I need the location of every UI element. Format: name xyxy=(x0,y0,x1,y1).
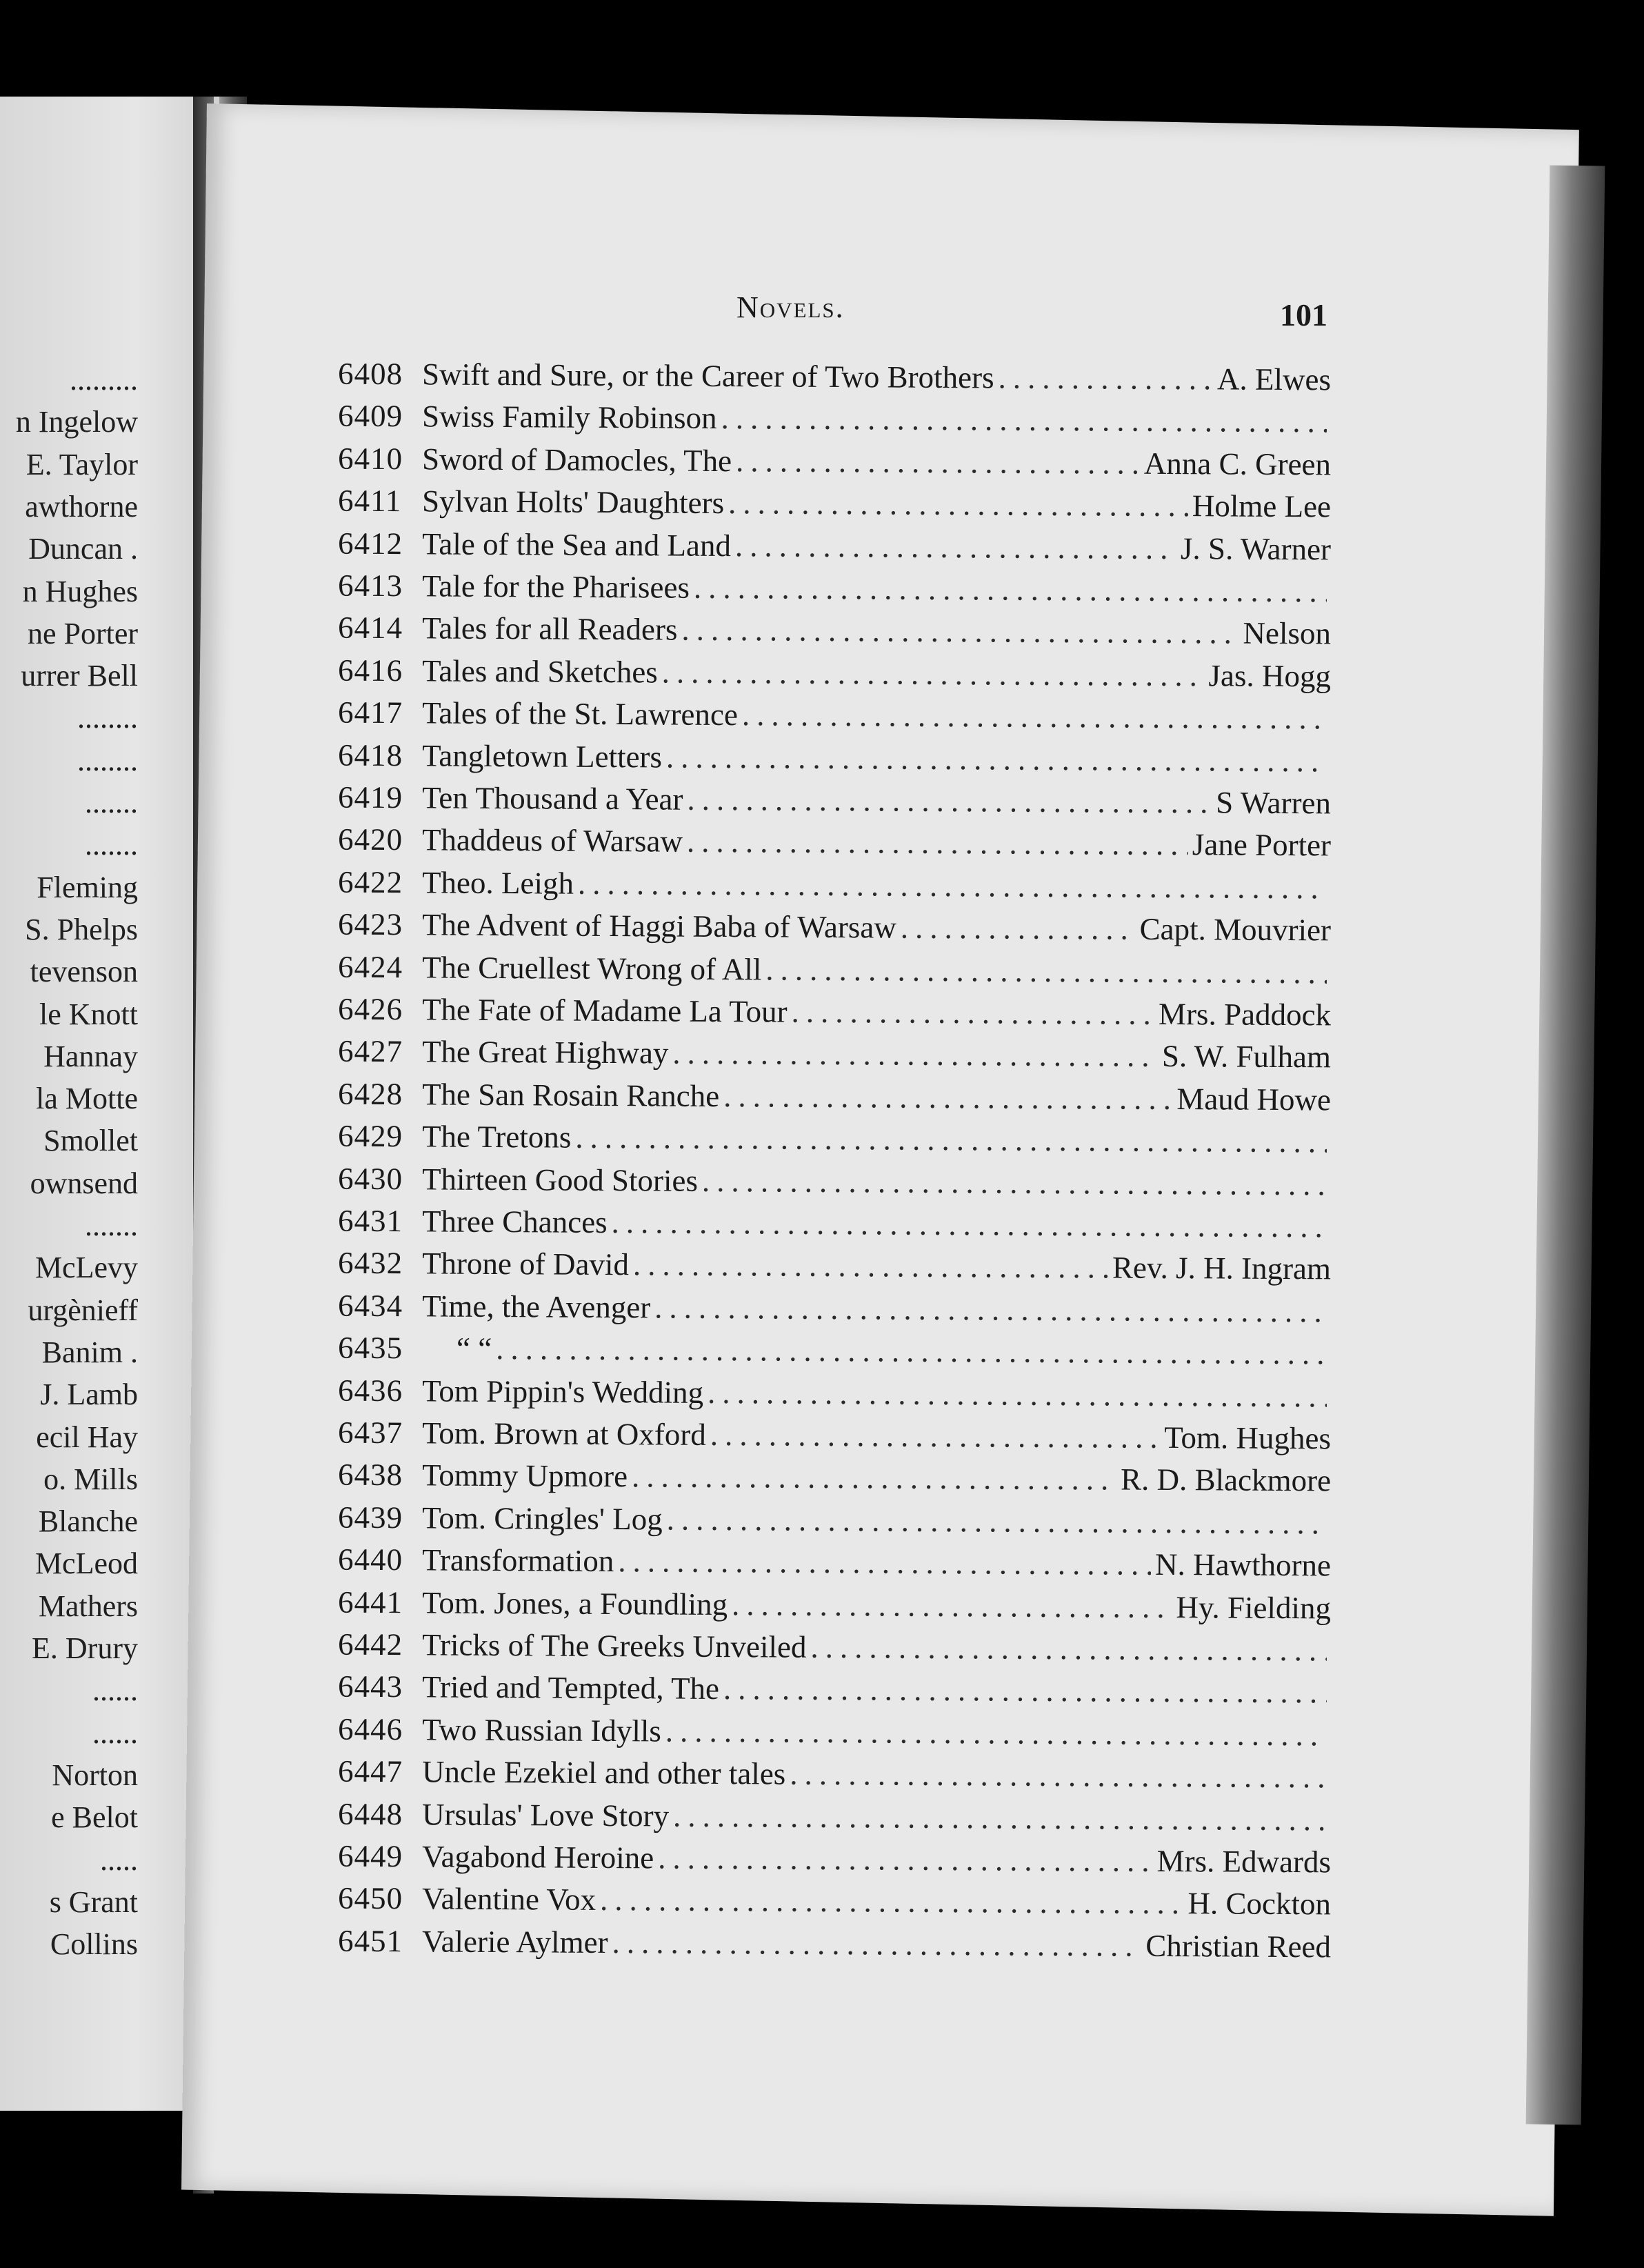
leader-dots xyxy=(998,359,1213,397)
entry-number: 6420 xyxy=(337,822,403,857)
entry-number: 6413 xyxy=(337,568,403,604)
leader-dots xyxy=(742,697,1327,736)
entry-title: Valentine Vox xyxy=(421,1881,597,1918)
catalog-entry xyxy=(338,1584,1331,1630)
entry-author: Mrs. Paddock xyxy=(1158,996,1332,1033)
entry-number: 6426 xyxy=(337,991,403,1027)
catalog-entry xyxy=(338,864,1331,910)
entry-title: The Cruellest Wrong of All xyxy=(421,949,762,986)
leader-dots xyxy=(728,485,1188,524)
leader-dots xyxy=(673,1798,1327,1838)
leader-dots xyxy=(723,1671,1327,1710)
left-page-line: Hannay xyxy=(43,1039,138,1073)
left-page-line: o. Mills xyxy=(43,1462,138,1496)
entry-number: 6428 xyxy=(337,1076,403,1111)
catalog-entry xyxy=(338,906,1331,953)
entry-number: 6449 xyxy=(337,1838,403,1874)
leader-dots xyxy=(708,1374,1327,1413)
leader-dots xyxy=(710,1417,1161,1455)
catalog-entry xyxy=(338,610,1331,656)
catalog-entry xyxy=(338,568,1331,614)
entry-title: The Fate of Madame La Tour xyxy=(421,992,788,1029)
entry-title: Tom. Cringles' Log xyxy=(421,1500,663,1537)
leader-dots xyxy=(790,1756,1327,1796)
page-title: Novels. xyxy=(736,290,845,324)
entry-author: S Warren xyxy=(1216,785,1332,821)
left-page-line: ........ xyxy=(77,743,138,777)
entry-author: J. S. Warner xyxy=(1180,530,1332,566)
catalog-entry xyxy=(338,1033,1331,1080)
entry-title: Ten Thousand a Year xyxy=(421,780,683,817)
entry-number: 6417 xyxy=(337,695,403,730)
left-page-line: ownsend xyxy=(30,1166,138,1200)
leader-dots xyxy=(694,570,1327,610)
catalog-entry xyxy=(338,1160,1331,1206)
catalog-entry xyxy=(338,1457,1331,1503)
entry-title: Tom Pippin's Wedding xyxy=(421,1373,704,1410)
entry-title: Ursulas' Love Story xyxy=(421,1796,670,1833)
leader-dots xyxy=(681,612,1239,651)
entry-title: Uncle Ezekiel and other tales xyxy=(421,1754,786,1791)
leader-dots xyxy=(723,1078,1172,1117)
left-page-line: ....... xyxy=(85,1208,138,1242)
entry-title: Two Russian Idylls xyxy=(421,1712,662,1749)
entry-number: 6442 xyxy=(337,1627,403,1662)
entry-title: Tom. Brown at Oxford xyxy=(421,1415,706,1452)
left-page-line: n Ingelow xyxy=(15,405,138,439)
catalog-entry xyxy=(338,1118,1331,1164)
entry-author: A. Elwes xyxy=(1216,361,1332,397)
left-page-line: ...... xyxy=(92,1715,138,1750)
left-page-line: urrer Bell xyxy=(21,659,138,693)
entry-title: Swiss Family Robinson xyxy=(421,399,717,436)
entry-title: The Great Highway xyxy=(421,1034,669,1071)
entry-title: Tried and Tempted, The xyxy=(421,1669,720,1707)
leader-dots xyxy=(687,782,1212,821)
left-page-line: Fleming xyxy=(37,870,138,904)
catalog-entry xyxy=(338,822,1331,868)
entry-number: 6438 xyxy=(337,1457,403,1493)
entry-title: The Tretons xyxy=(421,1119,572,1155)
entry-title: “ “ xyxy=(456,1331,492,1366)
catalog-entry xyxy=(338,1203,1331,1249)
catalog-entry xyxy=(338,1796,1331,1842)
entry-author: Holme Lee xyxy=(1192,488,1332,524)
entry-number: 6447 xyxy=(337,1753,403,1789)
entry-number: 6409 xyxy=(337,398,403,434)
left-page-line: n Hughes xyxy=(22,574,138,608)
left-page-line: McLevy xyxy=(34,1251,138,1285)
left-page-line: Norton xyxy=(52,1758,138,1792)
left-page-line: ....... xyxy=(85,786,138,819)
leader-dots xyxy=(658,1840,1153,1878)
entry-author: Christian Reed xyxy=(1145,1928,1332,1964)
left-page-line: ne Porter xyxy=(27,616,138,650)
leader-dots xyxy=(732,1586,1172,1625)
entry-title: Tales and Sketches xyxy=(421,653,658,690)
entry-number: 6423 xyxy=(337,906,403,942)
leader-dots xyxy=(600,1882,1184,1921)
entry-author: Anna C. Green xyxy=(1143,446,1332,482)
entry-number: 6429 xyxy=(337,1118,403,1154)
entry-number: 6422 xyxy=(337,864,403,899)
entry-number: 6418 xyxy=(337,737,403,773)
catalog-entry xyxy=(338,991,1331,1037)
left-page-line: tevenson xyxy=(30,955,138,989)
entry-title: Tom. Jones, a Foundling xyxy=(421,1584,728,1622)
left-page-line: ecil Hay xyxy=(36,1420,138,1454)
entry-title: Sylvan Holts' Daughters xyxy=(421,484,725,521)
left-page-line: . Duncan xyxy=(28,532,138,566)
leader-dots xyxy=(765,951,1327,991)
leader-dots xyxy=(578,866,1327,906)
entry-title: Thaddeus of Warsaw xyxy=(421,822,683,859)
entry-number: 6451 xyxy=(337,1923,403,1958)
entry-title: Tommy Upmore xyxy=(421,1458,628,1494)
catalog-entry xyxy=(338,1287,1331,1333)
leader-dots xyxy=(496,1331,1327,1371)
leader-dots xyxy=(575,1120,1327,1160)
entry-number: 6450 xyxy=(337,1880,403,1916)
leader-dots xyxy=(654,1289,1327,1329)
left-page-line: ....... xyxy=(85,828,138,862)
entry-number: 6408 xyxy=(337,356,403,392)
left-page-line: la Motte xyxy=(36,1082,138,1116)
entry-number: 6419 xyxy=(337,779,403,815)
catalog-entry xyxy=(338,1880,1331,1927)
entry-title: Throne of David xyxy=(421,1246,630,1282)
left-page-line: e Belot xyxy=(51,1800,138,1835)
entry-title: Time, the Avenger xyxy=(421,1289,651,1325)
left-page-line: ...... xyxy=(92,1673,138,1708)
leader-dots xyxy=(662,654,1205,693)
entry-author: Capt. Mouvrier xyxy=(1139,911,1332,948)
catalog-entry xyxy=(338,1415,1331,1461)
entry-author: Maud Howe xyxy=(1176,1081,1332,1117)
leader-dots xyxy=(666,739,1327,779)
page-number: 101 xyxy=(1280,297,1327,332)
entry-author: S. W. Fulham xyxy=(1161,1039,1332,1075)
left-page-line: awthorne xyxy=(25,489,138,524)
entry-title: Tales of the St. Lawrence xyxy=(421,695,739,733)
entry-title: Transformation xyxy=(421,1542,614,1579)
catalog-entry xyxy=(338,779,1331,826)
entry-number: 6434 xyxy=(337,1288,403,1323)
entry-title: Sword of Damocles, The xyxy=(421,441,732,478)
entry-number: 6431 xyxy=(337,1203,403,1239)
left-page-line: ........ xyxy=(77,701,138,735)
entry-title: Tale for the Pharisees xyxy=(421,568,690,605)
entry-title: Tricks of The Greeks Unveiled xyxy=(421,1627,807,1664)
entry-number: 6435 xyxy=(337,1330,403,1366)
left-page-line: ..... xyxy=(100,1842,138,1877)
entry-title: Swift and Sure, or the Career of Two Brothers xyxy=(421,357,994,395)
catalog-entry xyxy=(338,1075,1331,1122)
catalog-entry xyxy=(338,525,1331,571)
leader-dots xyxy=(735,528,1176,566)
entry-author: Mrs. Edwards xyxy=(1156,1843,1332,1880)
catalog-entry xyxy=(338,356,1331,402)
catalog-entry xyxy=(338,440,1331,486)
catalog-entry xyxy=(338,1542,1331,1588)
catalog-entry xyxy=(338,1711,1331,1757)
left-page-line: ......... xyxy=(70,363,138,397)
entry-title: Theo. Leigh xyxy=(421,865,574,901)
leader-dots xyxy=(721,400,1327,439)
entry-author: Rev. J. H. Ingram xyxy=(1112,1250,1332,1286)
left-page-line: J. Lamb xyxy=(40,1377,138,1412)
entry-number: 6441 xyxy=(337,1584,403,1620)
entry-number: 6440 xyxy=(337,1542,403,1578)
entry-number: 6446 xyxy=(337,1711,403,1747)
catalog-entry xyxy=(338,652,1331,698)
catalog-entry xyxy=(338,398,1331,444)
catalog-entry xyxy=(338,1669,1331,1715)
leader-dots xyxy=(665,1713,1327,1753)
catalog-entry xyxy=(338,1330,1331,1376)
left-page-line: E. Taylor xyxy=(26,447,138,481)
leader-dots xyxy=(687,824,1188,862)
leader-dots xyxy=(736,443,1140,481)
entry-title: Tangletown Letters xyxy=(421,737,663,775)
leader-dots xyxy=(633,1247,1108,1286)
left-page-line: E. Drury xyxy=(32,1631,138,1665)
catalog-entry xyxy=(338,483,1331,529)
left-page-line: Mathers xyxy=(38,1589,138,1623)
entry-number: 6424 xyxy=(337,949,403,984)
leader-dots xyxy=(791,994,1154,1032)
entry-number: 6443 xyxy=(337,1669,403,1704)
left-page-line: Blanche xyxy=(38,1504,138,1539)
entry-title: Valerie Aylmer xyxy=(421,1924,608,1960)
entry-title: Tales for all Readers xyxy=(421,610,678,648)
catalog-entry xyxy=(338,1838,1331,1884)
entry-title: Tale of the Sea and Land xyxy=(421,526,732,563)
leader-dots xyxy=(611,1204,1327,1244)
entry-number: 6439 xyxy=(337,1500,403,1535)
catalog-entry xyxy=(338,1922,1331,1969)
entry-number: 6432 xyxy=(337,1245,403,1281)
catalog-entry xyxy=(338,737,1331,783)
left-page-line: . Banim xyxy=(41,1335,138,1369)
entry-author: Hy. Fielding xyxy=(1176,1589,1332,1625)
entry-number: 6414 xyxy=(337,610,403,646)
entry-author: R. D. Blackmore xyxy=(1120,1462,1332,1498)
entry-author: H. Cockton xyxy=(1187,1886,1332,1922)
leader-dots xyxy=(672,1035,1158,1074)
catalog-entry xyxy=(338,1627,1331,1673)
entry-number: 6410 xyxy=(337,441,403,476)
entry-author: Tom. Hughes xyxy=(1164,1420,1332,1456)
catalog-entry xyxy=(338,1499,1331,1545)
entry-number: 6411 xyxy=(337,483,402,519)
entry-number: 6437 xyxy=(337,1415,403,1451)
catalog-entry xyxy=(338,695,1331,741)
entry-number: 6427 xyxy=(337,1033,403,1069)
leader-dots xyxy=(612,1924,1141,1964)
catalog-entry xyxy=(338,1753,1331,1800)
entry-author: N. Hawthorne xyxy=(1154,1547,1332,1583)
entry-author: Nelson xyxy=(1243,616,1332,651)
left-page-line: Collins xyxy=(50,1927,138,1962)
entry-title: Three Chances xyxy=(421,1204,608,1240)
left-page-line: Smollet xyxy=(43,1124,138,1158)
left-page-line: le Knott xyxy=(39,997,138,1031)
leader-dots xyxy=(901,910,1136,947)
catalog-entry xyxy=(338,1245,1331,1291)
leader-dots xyxy=(702,1162,1327,1202)
entry-number: 6448 xyxy=(337,1796,403,1831)
leader-dots xyxy=(810,1629,1327,1669)
entry-author: Jane Porter xyxy=(1192,827,1332,863)
entry-title: Thirteen Good Stories xyxy=(421,1161,699,1198)
entry-number: 6416 xyxy=(337,653,403,688)
catalog-entry xyxy=(338,1372,1331,1418)
leader-dots xyxy=(618,1543,1151,1582)
left-page-line: s Grant xyxy=(49,1884,138,1919)
entry-number: 6436 xyxy=(337,1373,403,1408)
entry-title: Vagabond Heroine xyxy=(421,1839,654,1876)
left-page-line: S. Phelps xyxy=(25,912,138,946)
entry-number: 6430 xyxy=(337,1161,403,1196)
left-page-line: McLeod xyxy=(34,1546,138,1581)
entry-author: Jas. Hogg xyxy=(1208,658,1332,694)
catalog-entry xyxy=(338,948,1331,995)
left-page-line: urgènieff xyxy=(28,1293,138,1327)
leader-dots xyxy=(667,1501,1327,1541)
entry-title: The Advent of Haggi Baba of Warsaw xyxy=(421,907,897,945)
leader-dots xyxy=(632,1459,1116,1498)
entry-number: 6412 xyxy=(337,526,403,561)
entry-title: The San Rosain Ranche xyxy=(421,1077,720,1113)
